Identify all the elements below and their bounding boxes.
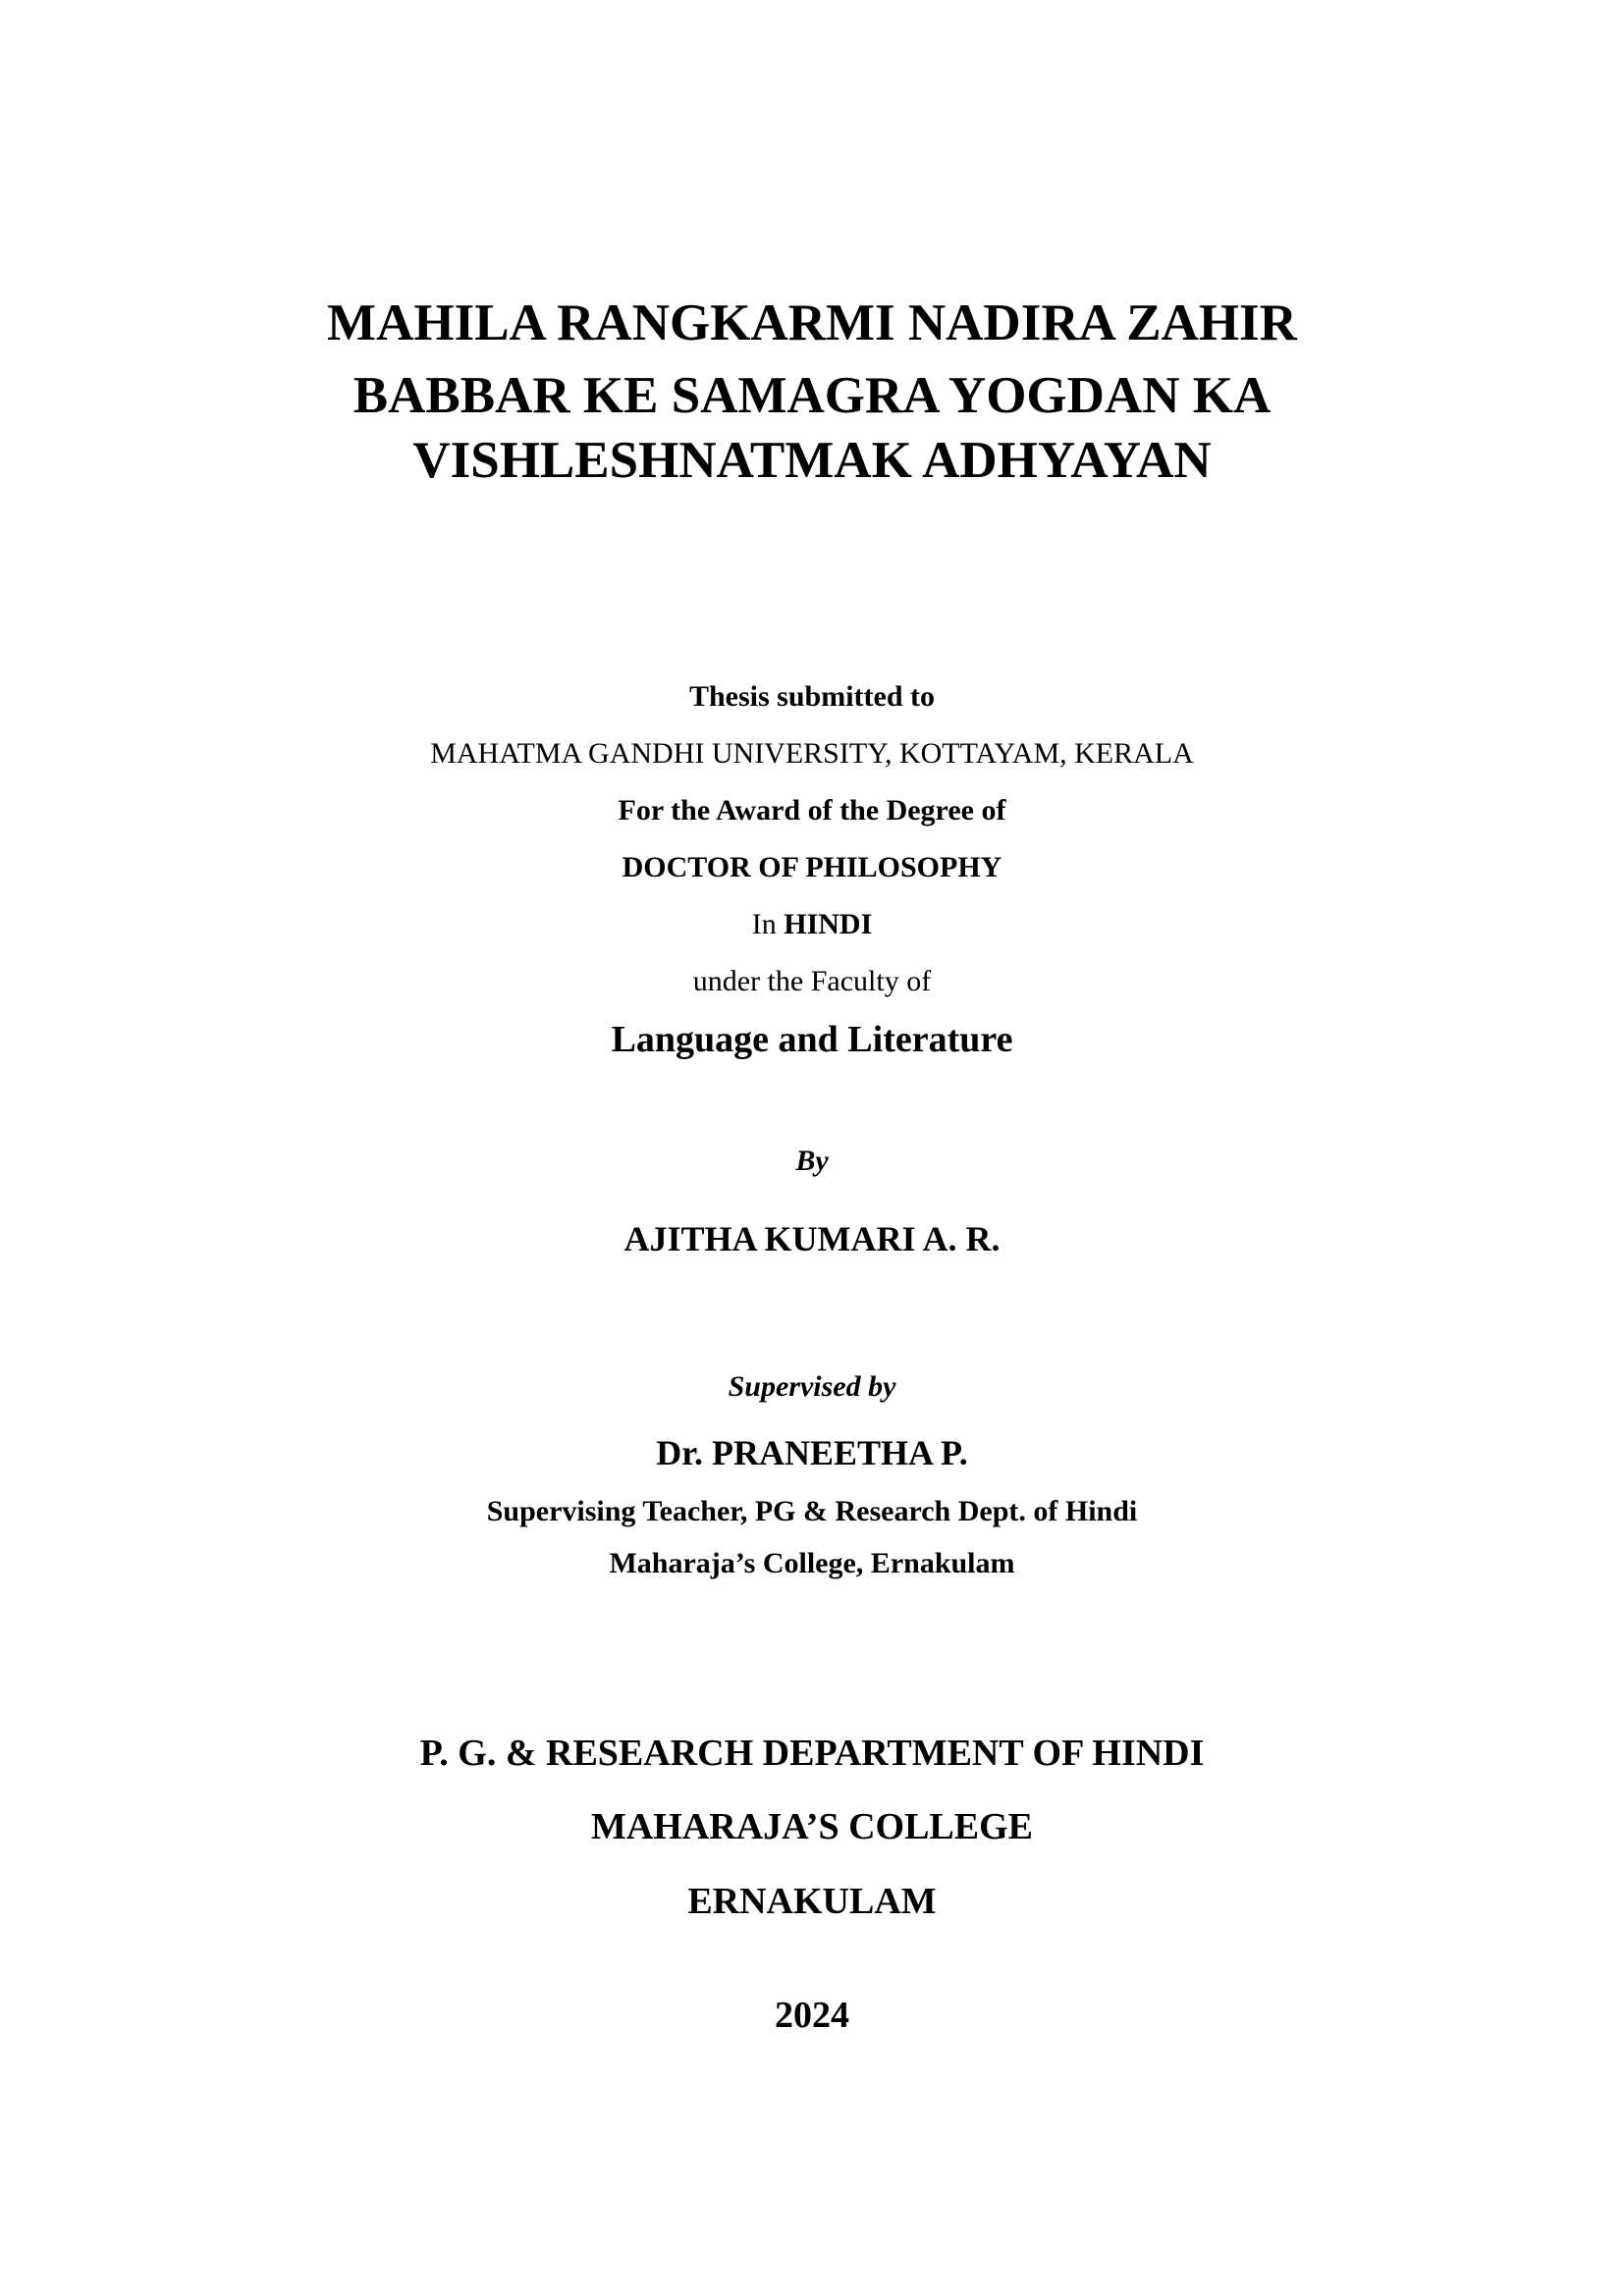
year: 2024	[775, 1995, 849, 2036]
submitted-to-label: Thesis submitted to	[688, 680, 936, 713]
award-label: For the Award of the Degree of	[618, 794, 1006, 827]
supervised-by-label: Supervised by	[728, 1370, 896, 1403]
by-label: By	[795, 1145, 829, 1177]
degree-name: DOCTOR OF PHILOSOPHY	[622, 851, 1002, 883]
subject-name: HINDI	[784, 908, 873, 940]
department-name: P. G. & RESEARCH DEPARTMENT OF HINDI	[419, 1733, 1205, 1774]
author-name: AJITHA KUMARI A. R.	[623, 1219, 1001, 1258]
title-line-2: BABBAR KE SAMAGRA YOGDAN KA	[352, 367, 1272, 424]
faculty-name: Language and Literature	[611, 1019, 1013, 1060]
city-name: ERNAKULAM	[687, 1881, 937, 1922]
university-name: MAHATMA GANDHI UNIVERSITY, KOTTAYAM, KERALA	[430, 737, 1194, 770]
title-line-3: VISHLESHNATMAK ADHYAYAN	[412, 432, 1212, 489]
title-line-1: MAHILA RANGKARMI NADIRA ZAHIR	[327, 294, 1297, 351]
college-name: MAHARAJA’S COLLEGE	[590, 1806, 1034, 1847]
supervisor-name: Dr. PRANEETHA P.	[656, 1433, 968, 1472]
faculty-prefix: under the Faculty of	[692, 965, 932, 997]
subject-line	[0, 910, 1624, 939]
subject-prefix: In	[751, 908, 777, 940]
supervisor-role: Supervising Teacher, PG & Research Dept. of Hindi	[486, 1495, 1138, 1527]
supervisor-college: Maharaja’s College, Ernakulam	[609, 1547, 1015, 1579]
